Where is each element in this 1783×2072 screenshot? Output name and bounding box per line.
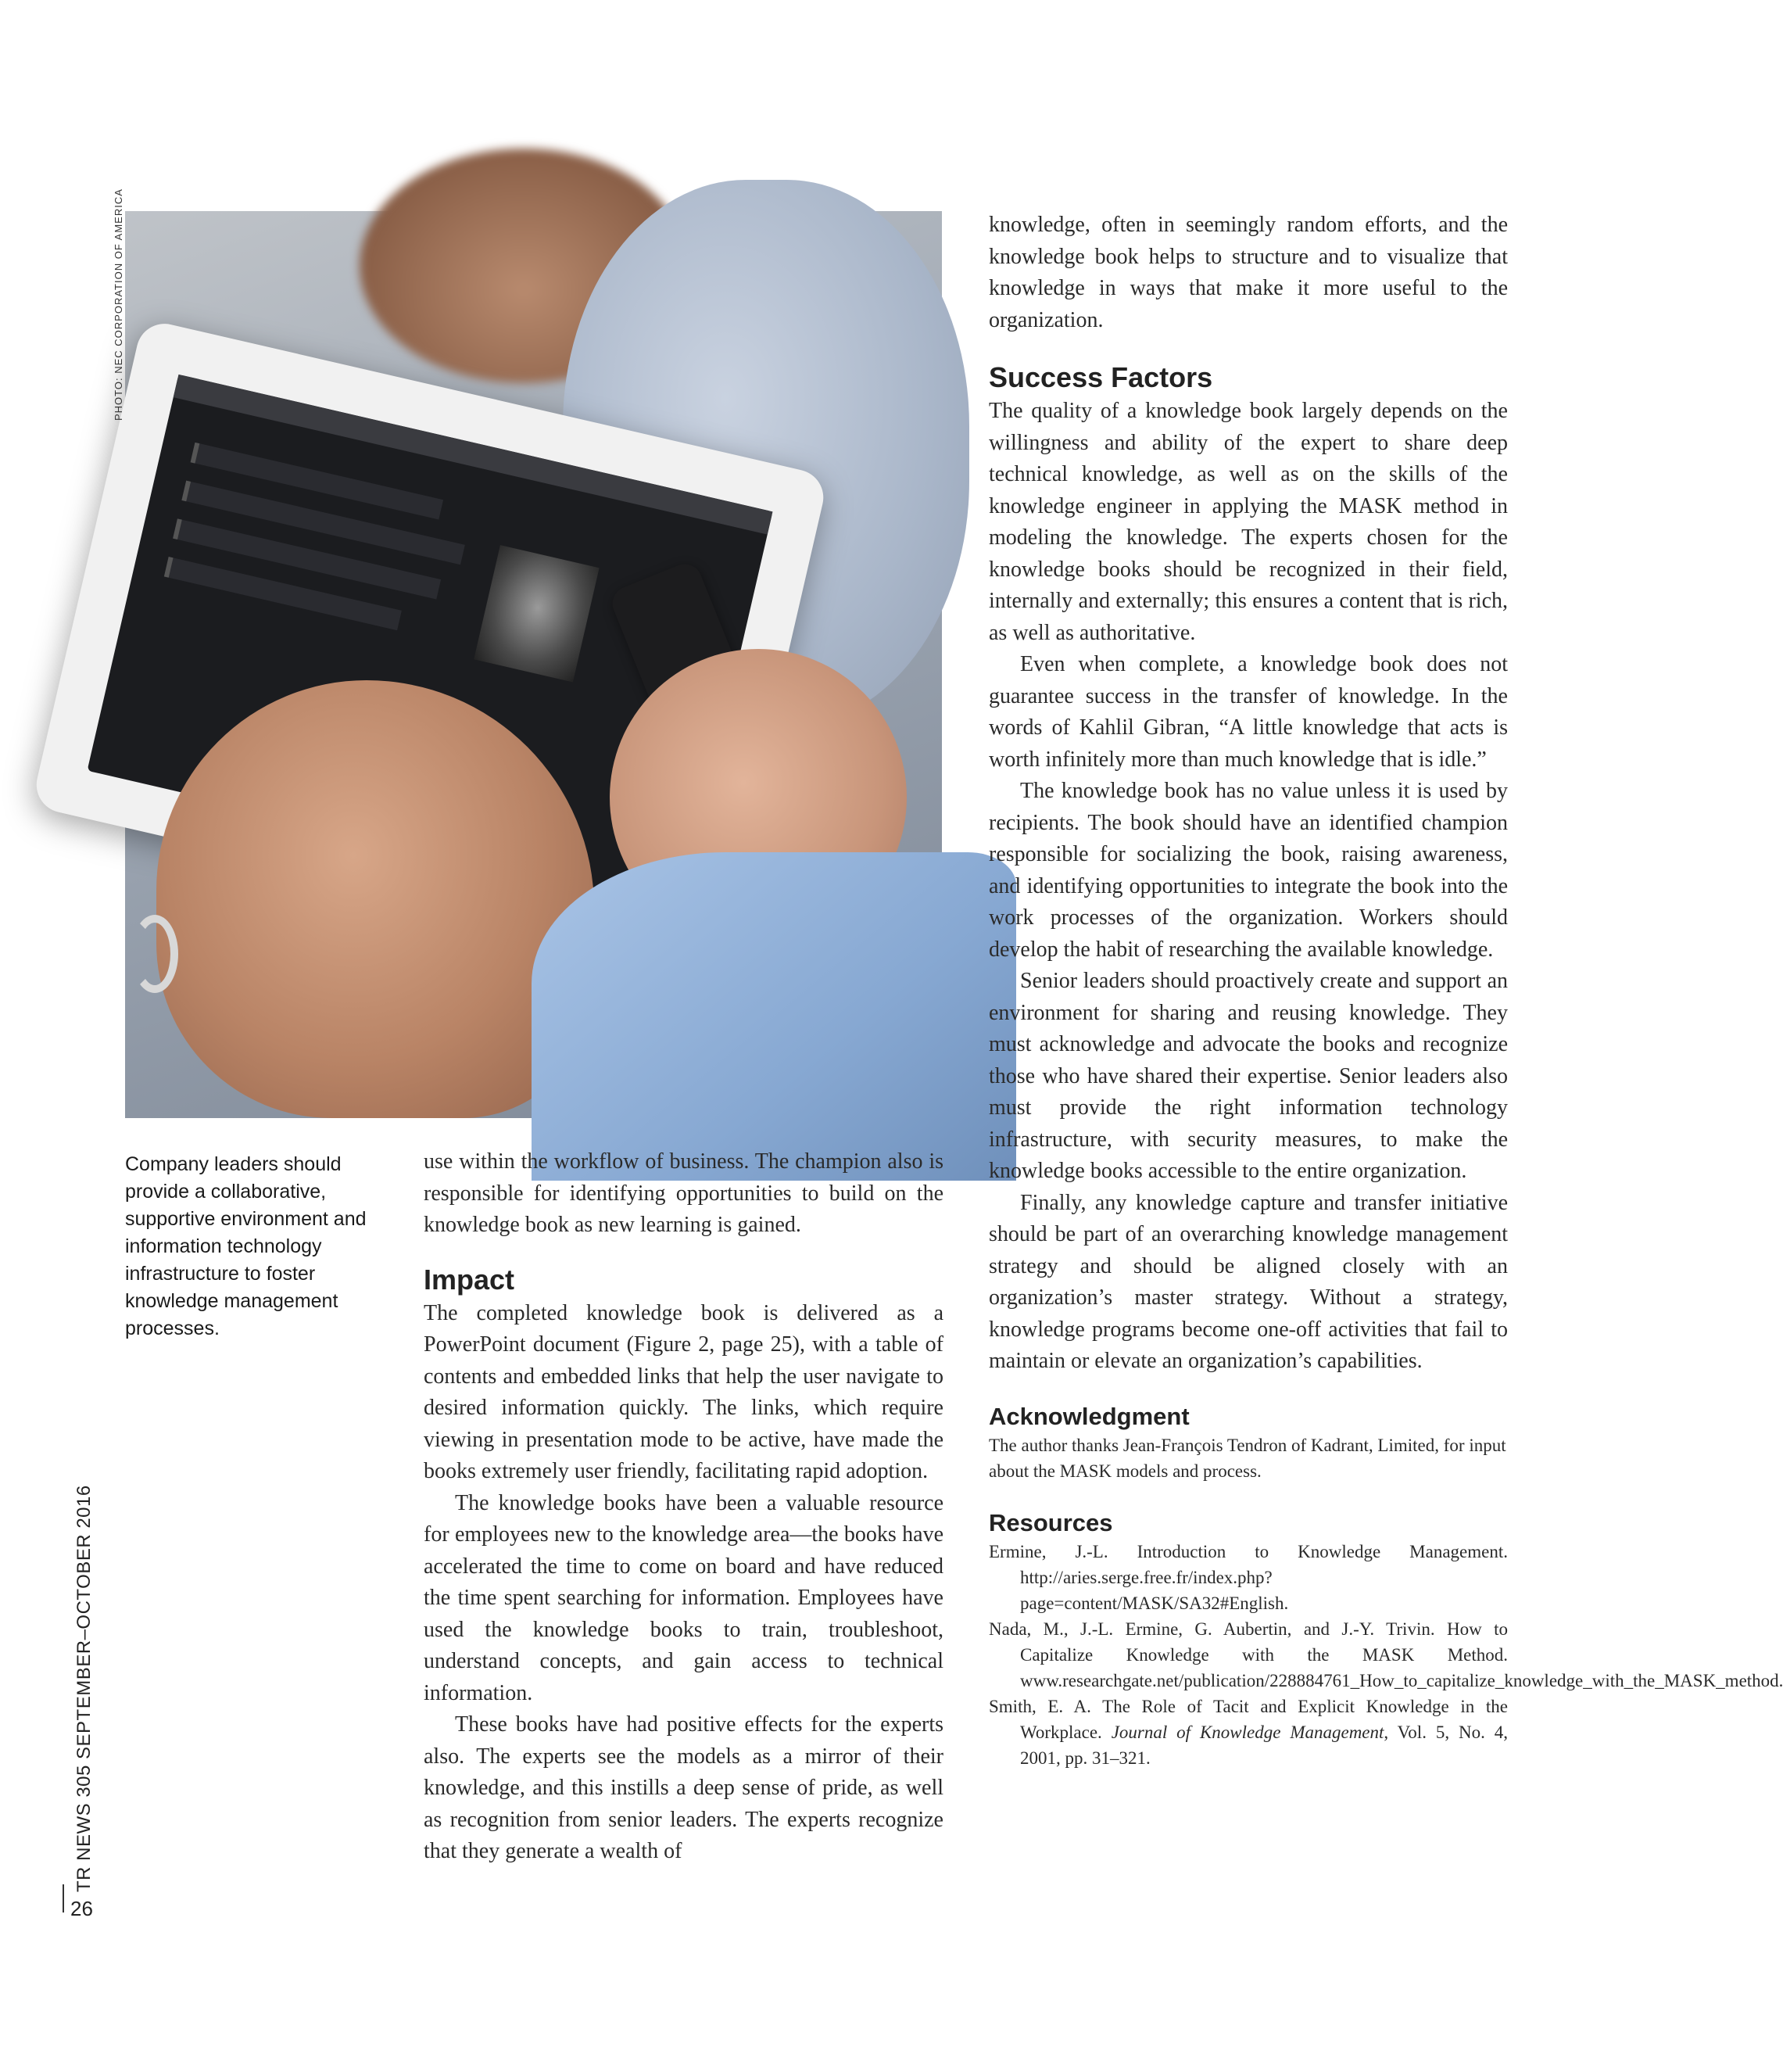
photo-caption: Company leaders should provide a collaborative, supportive environment and information technology infrastructure to foster knowledge management processes. (125, 1153, 367, 1339)
paragraph: The knowledge book has no value unless it is used by recipients. The book should have an identified champion responsible for socializing the book, raising awareness, and identifying opportunities to integrate the book into the work processes of the organization. Workers should develop the habit of researching the available knowledge. (989, 779, 1508, 962)
footer-rule (63, 1884, 64, 1912)
running-footer (72, 1485, 95, 1900)
paragraph: The knowledge books have been a valuable resource for employees new to the knowledge area—the books have accelerated the time to come on board and have reduced the time spent searching for information. Employees have used the knowledge books to train, troubleshoot, understand concepts, and gain access to technical information. (424, 1490, 943, 1705)
paragraph: The completed knowledge book is delivered as a PowerPoint document (Figure 2, page 25), with a table of contents and embedded links that help the user navigate to desired information quickly. The links, which require viewing in presentation mode to be active, have made the books extremely user friendly, facilitating rapid adoption. (424, 1300, 943, 1483)
journal-title: Journal of Knowledge Management (1111, 1722, 1384, 1742)
paragraph: The quality of a knowledge book largely depends on the willingness and ability of the expert to share deep technical knowledge, as well as on the skills of the knowledge engineer in applying the MASK method in modeling the knowledge. The experts chosen for the knowledge books should be recognized in their field, internally and externally; this ensures a content that is rich, as well as authoritative. (989, 399, 1508, 645)
photo-sleeve (532, 852, 1016, 1181)
paragraph: Even when complete, a knowledge book does not guarantee success in the transfer of knowledge. In the words of Kahlil Gibran, “A little knowledge that acts is worth infinitely more than much knowledge that is idle.” (989, 652, 1508, 772)
photo-ring (131, 915, 178, 993)
article-column-right (989, 210, 1783, 1771)
photo-credit-text: PHOTO: NEC CORPORATION OF AMERICA (113, 188, 124, 421)
running-footer-text: TR NEWS 305 SEPTEMBER–OCTOBER 2016 (73, 1485, 95, 1892)
paragraph: These books have had positive effects for the experts also. The experts see the models as a mirror of their knowledge, and this instills a deep sense of pride, as well as recognition from senior leaders. The experts recognize that they generate a wealth of (424, 1712, 943, 1863)
section-heading-impact: Impact (424, 1263, 515, 1296)
paragraph: Finally, any knowledge capture and transfer initiative should be part of an overarching knowledge management strategy and should be aligned closely with an organization’s master strategy. Without a strategy, knowledge programs become one-off activities that fail to maintain or elevate an organization’s capabilities. (989, 1190, 1508, 1373)
page-number: 26 (70, 1897, 93, 1920)
section-heading-acknowledgment: Acknowledgment (989, 1402, 1190, 1430)
paragraph: Senior leaders should proactively create and support an environment for sharing and reusing knowledge. They must acknowledge and advocate the books and recognize those who have shared their expertise. Senior leaders also must provide the right information technology infrastructure, with security measures, to make the knowledge books accessible to the entire organization. (989, 969, 1508, 1183)
paragraph: knowledge, often in seemingly random efforts, and the knowledge book helps to structure and to visualize that knowledge in ways that make it more useful to the organization. (989, 213, 1508, 332)
photo-credit (109, 188, 125, 680)
reference-item: Smith, E. A. The Role of Tacit and Explicit Knowledge in the Workplace. Journal of Knowledge Management, Vol. 5, No. 4, 2001, pp. 31–321. (989, 1696, 1509, 1768)
section-heading-success-factors: Success Factors (989, 361, 1213, 393)
acknowledgment-text: The author thanks Jean-François Tendron of Kadrant, Limited, for input about the MASK models and process. (989, 1435, 1506, 1481)
article-photo (125, 211, 942, 1118)
paragraph: use within the workflow of business. The champion also is responsible for identifying opportunities to build on the knowledge book as new learning is gained. (424, 1149, 943, 1237)
reference-item: Nada, M., J.-L. Ermine, G. Aubertin, and J.-Y. Trivin. How to Capitalize Knowledge with the MASK Method. www.researchgate.net/publication/228884761_How_to_capitalize_knowledge_with_the_MASK_method. (989, 1619, 1783, 1690)
section-heading-resources: Resources (989, 1508, 1113, 1536)
article-column-middle (424, 1146, 943, 1868)
reference-item: Ermine, J.-L. Introduction to Knowledge Management. http://aries.serge.free.fr/index.php?page=content/MASK/SA32#English. (989, 1541, 1508, 1613)
